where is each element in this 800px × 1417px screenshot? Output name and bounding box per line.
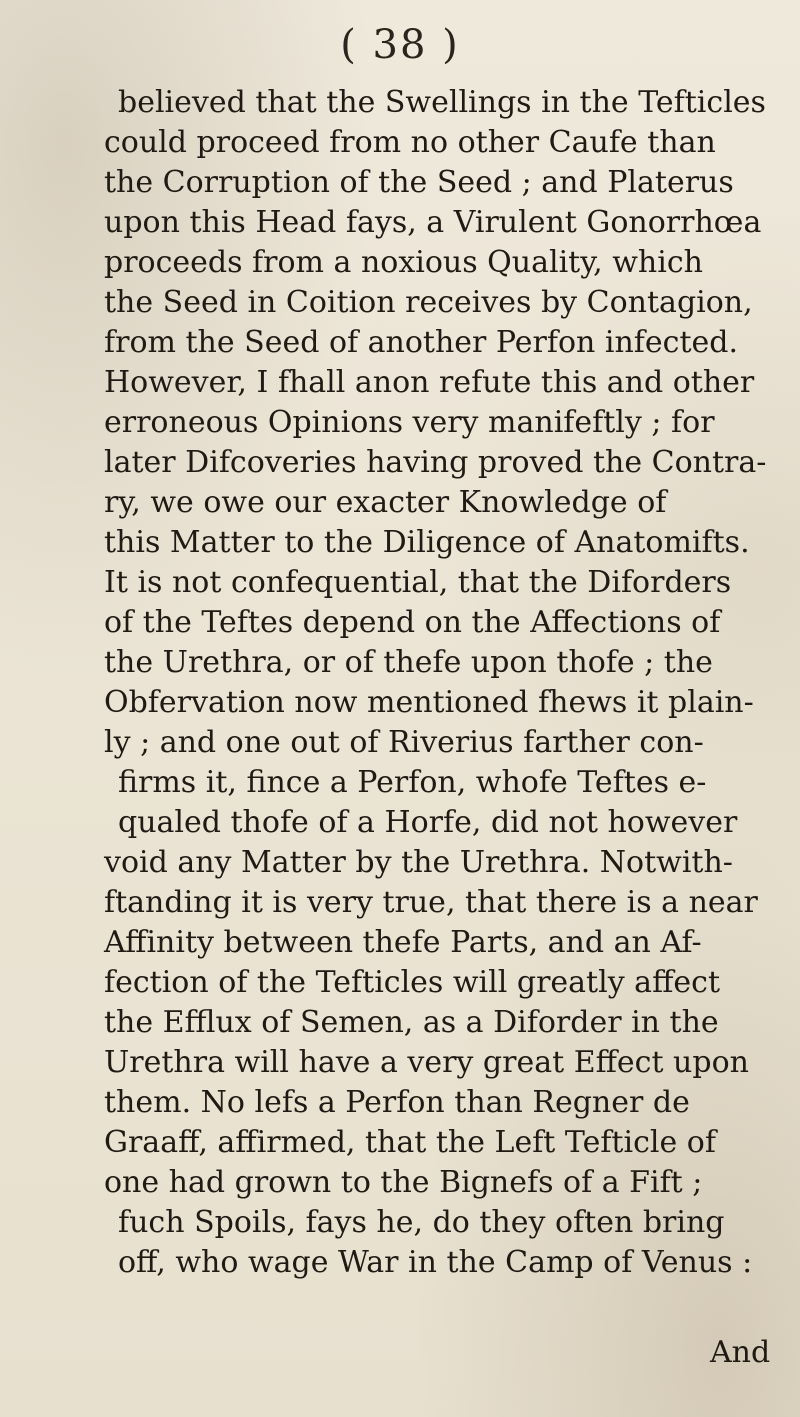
- catchword: And: [710, 1335, 771, 1370]
- text-line: from the Seed of another Perfon infected.: [104, 325, 739, 360]
- text-line: the Corruption of the Seed ; and Platerus: [104, 165, 734, 200]
- text-line: this Matter to the Diligence of Anatomifts.: [104, 525, 750, 560]
- text-line: of the Teftes depend on the Affections of: [104, 605, 721, 640]
- text-line: the Urethra, or of thefe upon thofe ; the: [104, 645, 713, 680]
- text-line: ftanding it is very true, that there is a near: [104, 885, 758, 920]
- text-line: upon this Head fays, a Virulent Gonorrhœa: [104, 205, 762, 240]
- text-line: one had grown to the Bignefs of a Fift ;: [104, 1165, 703, 1200]
- text-line: qualed thofe of a Horfe, did not however: [118, 805, 738, 840]
- text-line: fuch Spoils, fays he, do they often bring: [118, 1205, 725, 1240]
- text-line: firms it, fince a Perfon, whofe Teftes e-: [118, 765, 707, 800]
- text-line: later Difcoveries having proved the Contra-: [104, 445, 767, 480]
- text-line: the Seed in Coition receives by Contagion,: [104, 285, 753, 320]
- text-line: fection of the Tefticles will greatly affect: [104, 965, 720, 1000]
- text-line: ly ; and one out of Riverius farther con-: [104, 725, 704, 760]
- text-line: It is not confequential, that the Diforders: [104, 565, 732, 600]
- text-line: believed that the Swellings in the Tefticles: [118, 85, 766, 120]
- text-line: the Efflux of Semen, as a Diforder in the: [104, 1005, 719, 1040]
- page-number: ( 38 ): [340, 22, 460, 68]
- text-line: proceeds from a noxious Quality, which: [104, 245, 703, 280]
- text-line: Obfervation now mentioned fhews it plain-: [104, 685, 754, 720]
- text-line: could proceed from no other Caufe than: [104, 125, 716, 160]
- text-line: ry, we owe our exacter Knowledge of: [104, 485, 667, 520]
- text-line: However, I fhall anon refute this and other: [104, 365, 755, 400]
- text-line: Affinity between thefe Parts, and an Af-: [104, 925, 702, 960]
- text-line: erroneous Opinions very manifeftly ; for: [104, 405, 715, 440]
- text-line: Graaff, affirmed, that the Left Tefticle of: [104, 1125, 716, 1160]
- text-line: Urethra will have a very great Effect upon: [104, 1045, 749, 1080]
- text-line: them. No lefs a Perfon than Regner de: [104, 1085, 690, 1120]
- text-line: off, who wage War in the Camp of Venus :: [118, 1245, 753, 1280]
- text-line: void any Matter by the Urethra. Notwith-: [104, 845, 733, 880]
